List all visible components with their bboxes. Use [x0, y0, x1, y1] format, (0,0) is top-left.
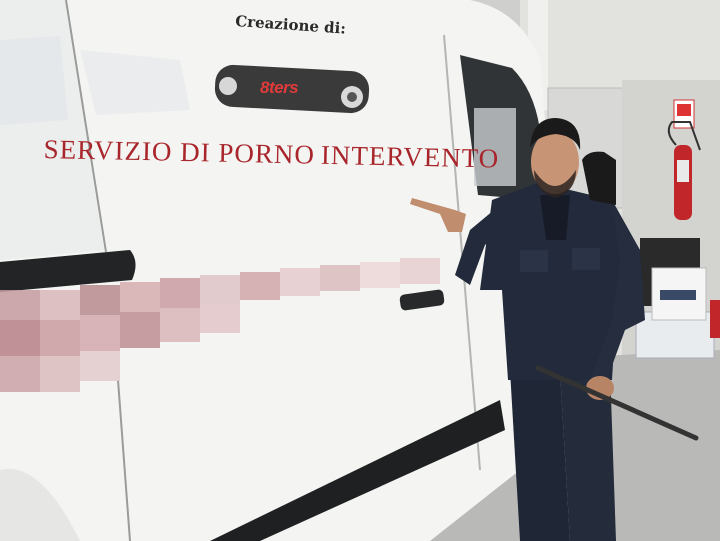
headline-right: INTERVENTO [320, 139, 500, 174]
creazione-caption: Creazione di: [234, 12, 347, 38]
chest-pocket-right [572, 248, 600, 270]
headline-left: SERVIZIO DI PORNO [43, 134, 316, 170]
logo-gear-icon [347, 92, 357, 102]
shopping-bag-label [660, 290, 696, 300]
front-window-reflection [0, 36, 68, 125]
chest-pocket-left [520, 250, 548, 272]
fire-extinguisher [674, 145, 692, 220]
safety-sign-icon [677, 104, 691, 116]
extinguisher-label [677, 160, 689, 182]
logo-left-emblem [219, 77, 237, 95]
logo-text: 8ters [260, 78, 299, 97]
mechanic-left-leg [510, 370, 570, 541]
red-container [710, 300, 720, 338]
panel-reflection [80, 50, 190, 115]
